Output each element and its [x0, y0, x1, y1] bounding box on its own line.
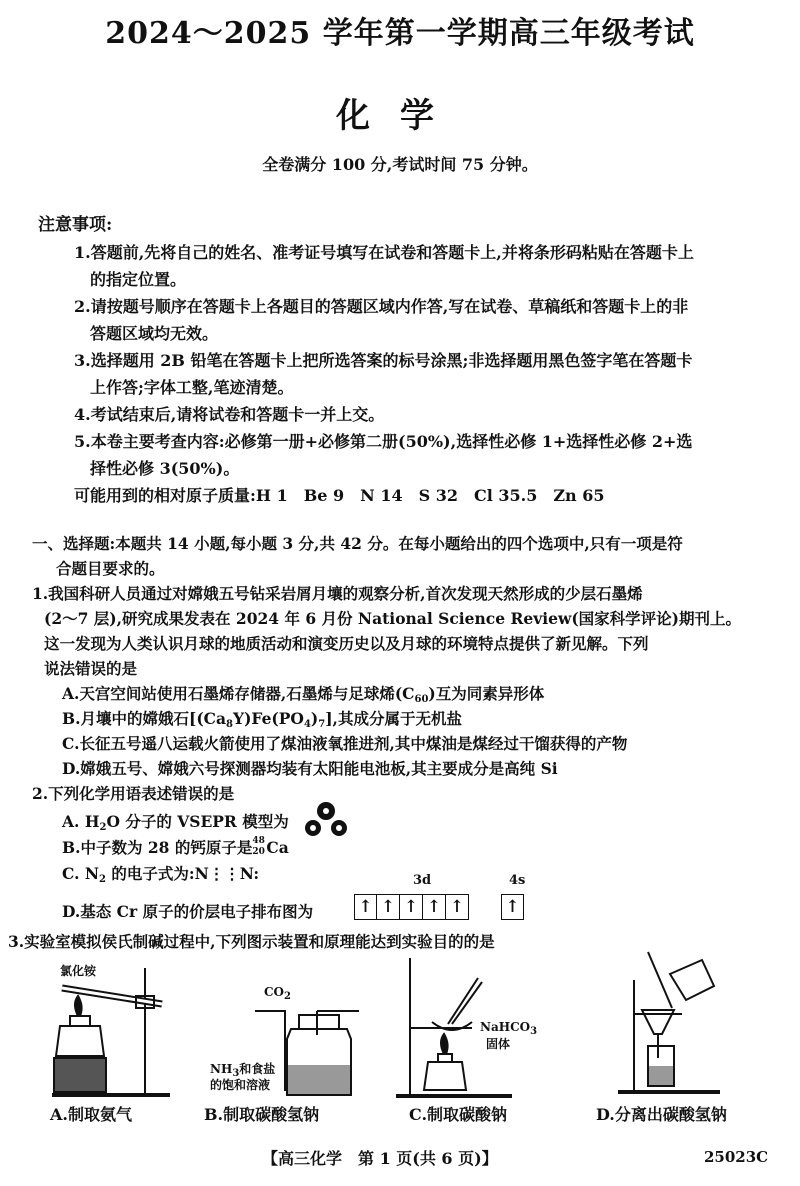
option-d: D.嫦娥五号、嫦娥六号探测器均装有太阳能电池板,其主要成分是高纯 Si	[62, 759, 558, 778]
question-stem: 3.实验室模拟侯氏制碱过程中,下列图示装置和原理能达到实验目的的是	[8, 932, 495, 951]
atomic-number: 20	[252, 847, 265, 857]
exam-info: 全卷满分 100 分,考试时间 75 分钟。	[262, 155, 538, 174]
vsepr-model-icon	[302, 800, 350, 840]
notice-item: 择性必修 3(50%)。	[90, 459, 240, 478]
option-a: A.天宫空间站使用石墨烯存储器,石墨烯与足球烯$(C_{60})$互为同素异形体	[62, 684, 545, 705]
figure-c-label: NaHCO$_3$	[480, 1020, 538, 1037]
question-stem: 2.下列化学用语表述错误的是	[32, 784, 235, 803]
option-c: C. $N_2$ 的电子式为:N⋮⋮N:	[62, 864, 260, 885]
apparatus-b-illustration	[255, 995, 365, 1100]
orbital-box: ↑	[501, 894, 524, 920]
orbital-label-4s: 4s	[509, 873, 526, 888]
question-stem: 这一发现为人类认识月球的地质活动和演变历史以及月球的环境特点提供了新见解。下列	[44, 634, 649, 653]
figure-b-caption: B.制取碳酸氢钠	[204, 1105, 320, 1124]
option-b: B.月壤中的嫦娥石$[(Ca_8Y)Fe(PO_4)_7]$,其成分属于无机盐	[62, 709, 462, 730]
electron-formula: N⋮⋮N:	[194, 864, 260, 883]
subject-title: 化学	[336, 96, 464, 136]
figure-a-caption: A.制取氨气	[50, 1105, 132, 1124]
mass-number: 48	[252, 836, 265, 846]
notice-item: 5.本卷主要考查内容:必修第一册+必修第二册(50%),选择性必修 1+选择性必修 2+选	[74, 432, 693, 451]
notice-item: 1.答题前,先将自己的姓名、准考证号填写在试卷和答题卡上,并将条形码粘贴在答题卡上	[74, 243, 694, 262]
atomic-masses: 可能用到的相对原子质量:H 1 Be 9 N 14 S 32 Cl 35.5 Zn 65	[74, 486, 605, 505]
question-stem: (2～7 层),研究成果发表在 2024 年 6 月份 National Science Review(国家科学评论)期刊上。	[44, 609, 741, 628]
option-c: C.长征五号遥八运载火箭使用了煤油液氧推进剂,其中煤油是煤经过干馏获得的产物	[62, 734, 628, 753]
question-stem: 1.我国科研人员通过对嫦娥五号钻采岩屑月壤的观察分析,首次发现天然形成的少层石墨烯	[32, 584, 643, 603]
orbital-box: ↑	[446, 894, 469, 920]
option-a: A. $H_2O$ 分子的 VSEPR 模型为	[62, 812, 289, 833]
apparatus-a-illustration	[40, 960, 190, 1100]
apparatus-d-illustration	[612, 950, 732, 1100]
option-b: B.中子数为 28 的钙原子是 48 20 Ca	[62, 836, 289, 857]
orbital-diagram-4s	[501, 894, 524, 920]
figure-c-label: 固体	[486, 1037, 511, 1051]
orbital-box: ↑	[400, 894, 423, 920]
notice-item: 2.请按题号顺序在答题卡上各题目的答题区域内作答,写在试卷、草稿纸和答题卡上的非	[74, 297, 689, 316]
orbital-box: ↑	[423, 894, 446, 920]
question-stem: 说法错误的是	[44, 659, 138, 678]
notice-item: 4.考试结束后,请将试卷和答题卡一并上交。	[74, 405, 385, 424]
figure-b-label: $NH_3$和食盐	[210, 1062, 276, 1079]
section-heading: 一、选择题:本题共 14 小题,每小题 3 分,共 42 分。在每小题给出的四个选项中,只有一项是符	[32, 534, 683, 553]
figure-c-caption: C.制取碳酸钠	[409, 1105, 508, 1124]
notice-item: 上作答;字体工整,笔迹清楚。	[90, 378, 294, 397]
figure-b-label: 的饱和溶液	[210, 1078, 271, 1092]
orbital-label-3d: 3d	[413, 873, 432, 888]
orbital-diagram-3d	[354, 894, 469, 920]
page-footer: 【高三化学 第 1 页(共 6 页)】	[262, 1149, 498, 1168]
orbital-box: ↑	[354, 894, 377, 920]
notice-heading: 注意事项:	[38, 215, 113, 235]
paper-code: 25023C	[704, 1148, 769, 1166]
figure-a-label: 氯化铵	[60, 964, 97, 978]
notice-item: 的指定位置。	[90, 270, 187, 289]
option-d: D.基态 Cr 原子的价层电子排布图为	[62, 902, 314, 921]
exam-title: 2024～2025 学年第一学期高三年级考试	[105, 16, 695, 51]
orbital-box: ↑	[377, 894, 400, 920]
notice-item: 3.选择题用 2B 铅笔在答题卡上把所选答案的标号涂黑;非选择题用黑色签字笔在答题卡	[74, 351, 693, 370]
section-heading: 合题目要求的。	[56, 559, 165, 578]
figure-d-caption: D.分离出碳酸氢钠	[596, 1105, 727, 1124]
figure-b-gas: $CO_2$	[264, 985, 291, 1002]
notice-item: 答题区域均无效。	[90, 324, 219, 343]
